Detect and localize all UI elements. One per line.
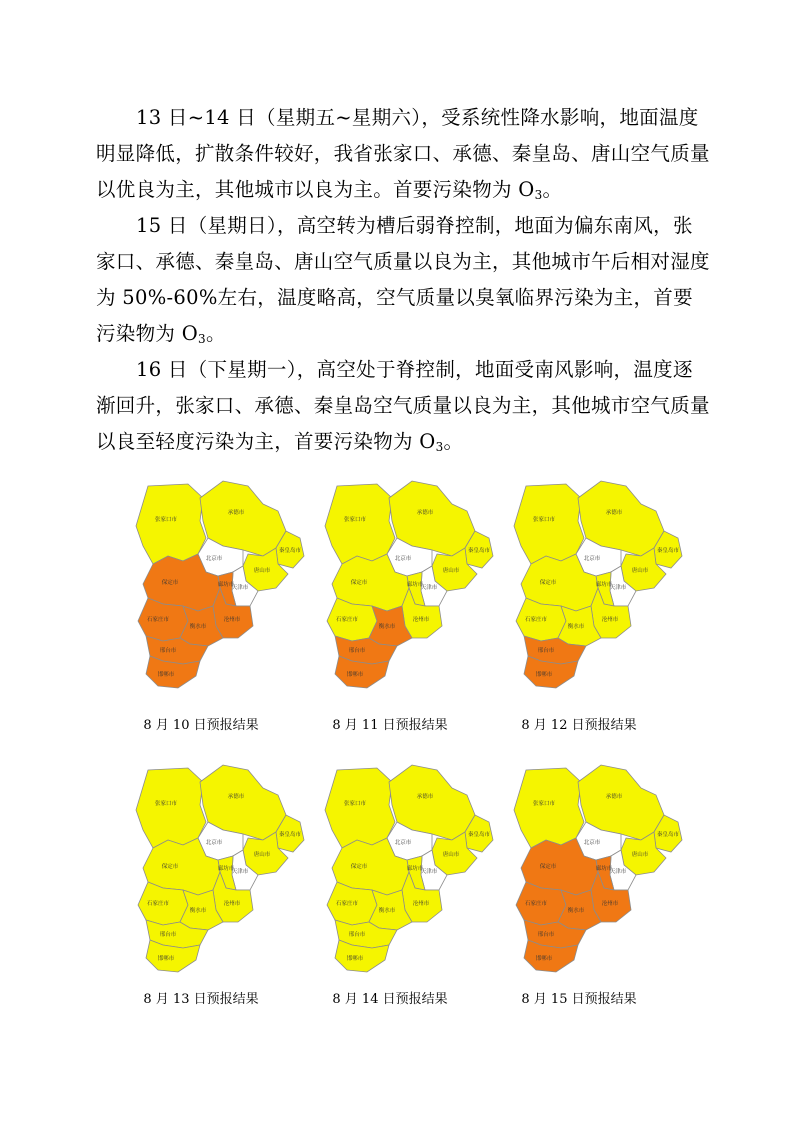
city-label-zhangjiakou: 张家口市 [343, 801, 367, 807]
city-label-shijiazhuang: 石家庄市 [146, 617, 170, 623]
map-caption-6: 8 月 15 日预报结果 [521, 992, 637, 1007]
forecast-map-1 [128, 476, 308, 700]
city-label-qinhuangdao: 秦皇岛市 [467, 548, 491, 554]
city-label-zhangjiakou: 张家口市 [532, 801, 556, 807]
city-label-cangzhou: 沧州市 [412, 617, 430, 623]
city-label-shijiazhuang: 石家庄市 [146, 901, 170, 907]
city-label-shijiazhuang: 石家庄市 [335, 617, 359, 623]
province-map-svg [317, 760, 497, 980]
city-label-langfang: 廊坊市 [217, 582, 235, 588]
city-label-tianjin: 天津市 [609, 585, 627, 591]
city-label-cangzhou: 沧州市 [223, 617, 241, 623]
city-label-xingtai: 邢台市 [348, 648, 366, 654]
city-label-zhangjiakou: 张家口市 [154, 801, 178, 807]
map-caption-4: 8 月 13 日预报结果 [143, 992, 259, 1007]
city-label-tianjin: 天津市 [420, 585, 438, 591]
region-zhangjiakou [514, 768, 584, 848]
city-label-hengshui: 衡水市 [378, 908, 396, 914]
city-label-qinhuangdao: 秦皇岛市 [656, 548, 680, 554]
forecast-map-5 [317, 760, 497, 984]
city-label-tangshan: 唐山市 [631, 852, 649, 858]
city-label-langfang: 廊坊市 [595, 866, 613, 872]
city-label-hengshui: 衡水市 [567, 908, 585, 914]
city-label-qinhuangdao: 秦皇岛市 [656, 832, 680, 838]
city-label-zhangjiakou: 张家口市 [343, 517, 367, 523]
city-label-xingtai: 邢台市 [348, 932, 366, 938]
paragraph-2: 15 日（星期日），高空转为槽后弱脊控制，地面为偏东南风，张家口、承德、秦皇岛、唐山空气质量以良为主，其他城市午后相对湿度为 50%-60%左右，温度略高，空气质量以臭氧临界污染为主，首要污染物为 $O_3$。 [96, 214, 710, 346]
paragraph-3: 16 日（下星期一），高空处于脊控制，地面受南风影响，温度逐渐回升，张家口、承德、秦皇岛空气质量以良为主，其他城市空气质量以良至轻度污染为主，首要污染物为 $O_3$。 [96, 358, 710, 454]
city-label-beijing: 北京市 [394, 840, 412, 846]
forecast-map-6 [506, 760, 686, 984]
forecast-map-3 [506, 476, 686, 700]
map-caption-1: 8 月 10 日预报结果 [143, 718, 259, 733]
city-label-baoding: 保定市 [539, 864, 557, 870]
city-label-handan: 邯郸市 [535, 956, 553, 962]
city-label-baoding: 保定市 [161, 580, 179, 586]
city-label-langfang: 廊坊市 [595, 582, 613, 588]
city-label-tangshan: 唐山市 [253, 852, 271, 858]
city-label-chengde: 承德市 [416, 794, 434, 800]
city-label-beijing: 北京市 [205, 840, 223, 846]
city-label-qinhuangdao: 秦皇岛市 [278, 548, 302, 554]
city-label-beijing: 北京市 [583, 556, 601, 562]
region-zhangjiakou [136, 484, 206, 564]
city-label-hengshui: 衡水市 [189, 624, 207, 630]
province-map-svg [506, 760, 686, 980]
city-label-xingtai: 邢台市 [159, 648, 177, 654]
city-label-langfang: 廊坊市 [217, 866, 235, 872]
city-label-shijiazhuang: 石家庄市 [524, 617, 548, 623]
city-label-baoding: 保定市 [539, 580, 557, 586]
city-label-shijiazhuang: 石家庄市 [335, 901, 359, 907]
city-label-xingtai: 邢台市 [537, 932, 555, 938]
city-label-tangshan: 唐山市 [253, 568, 271, 574]
city-label-tangshan: 唐山市 [631, 568, 649, 574]
province-map-svg [128, 476, 308, 696]
city-label-langfang: 廊坊市 [406, 582, 424, 588]
region-zhangjiakou [514, 484, 584, 564]
city-label-tianjin: 天津市 [609, 869, 627, 875]
city-label-tianjin: 天津市 [231, 585, 249, 591]
city-label-zhangjiakou: 张家口市 [532, 517, 556, 523]
city-label-handan: 邯郸市 [346, 672, 364, 678]
city-label-chengde: 承德市 [605, 510, 623, 516]
city-label-beijing: 北京市 [205, 556, 223, 562]
city-label-cangzhou: 沧州市 [412, 901, 430, 907]
city-label-qinhuangdao: 秦皇岛市 [278, 832, 302, 838]
city-label-beijing: 北京市 [583, 840, 601, 846]
city-label-tangshan: 唐山市 [442, 852, 460, 858]
forecast-map-2 [317, 476, 497, 700]
city-label-beijing: 北京市 [394, 556, 412, 562]
city-label-langfang: 廊坊市 [406, 866, 424, 872]
city-label-cangzhou: 沧州市 [223, 901, 241, 907]
region-zhangjiakou [325, 484, 395, 564]
region-zhangjiakou [325, 768, 395, 848]
city-label-chengde: 承德市 [227, 510, 245, 516]
map-caption-3: 8 月 12 日预报结果 [521, 718, 637, 733]
province-map-svg [128, 760, 308, 980]
forecast-map-4 [128, 760, 308, 984]
city-label-shijiazhuang: 石家庄市 [524, 901, 548, 907]
city-label-hengshui: 衡水市 [567, 624, 585, 630]
map-caption-5: 8 月 14 日预报结果 [332, 992, 448, 1007]
city-label-handan: 邯郸市 [535, 672, 553, 678]
city-label-tianjin: 天津市 [420, 869, 438, 875]
city-label-cangzhou: 沧州市 [601, 617, 619, 623]
city-label-hengshui: 衡水市 [378, 624, 396, 630]
region-zhangjiakou [136, 768, 206, 848]
province-map-svg [506, 476, 686, 696]
city-label-xingtai: 邢台市 [537, 648, 555, 654]
city-label-zhangjiakou: 张家口市 [154, 517, 178, 523]
city-label-handan: 邯郸市 [157, 956, 175, 962]
city-label-chengde: 承德市 [227, 794, 245, 800]
city-label-cangzhou: 沧州市 [601, 901, 619, 907]
city-label-chengde: 承德市 [416, 510, 434, 516]
city-label-chengde: 承德市 [605, 794, 623, 800]
city-label-tangshan: 唐山市 [442, 568, 460, 574]
city-label-xingtai: 邢台市 [159, 932, 177, 938]
city-label-tianjin: 天津市 [231, 869, 249, 875]
city-label-baoding: 保定市 [350, 864, 368, 870]
city-label-baoding: 保定市 [161, 864, 179, 870]
city-label-qinhuangdao: 秦皇岛市 [467, 832, 491, 838]
map-caption-2: 8 月 11 日预报结果 [332, 718, 448, 733]
city-label-handan: 邯郸市 [346, 956, 364, 962]
paragraph-1: 13 日~14 日（星期五~星期六），受系统性降水影响，地面温度明显降低，扩散条件较好，我省张家口、承德、秦皇岛、唐山空气质量以优良为主，其他城市以良为主。首要污染物为 $O_3$。 [96, 106, 710, 202]
city-label-handan: 邯郸市 [157, 672, 175, 678]
city-label-hengshui: 衡水市 [189, 908, 207, 914]
city-label-baoding: 保定市 [350, 580, 368, 586]
province-map-svg [317, 476, 497, 696]
